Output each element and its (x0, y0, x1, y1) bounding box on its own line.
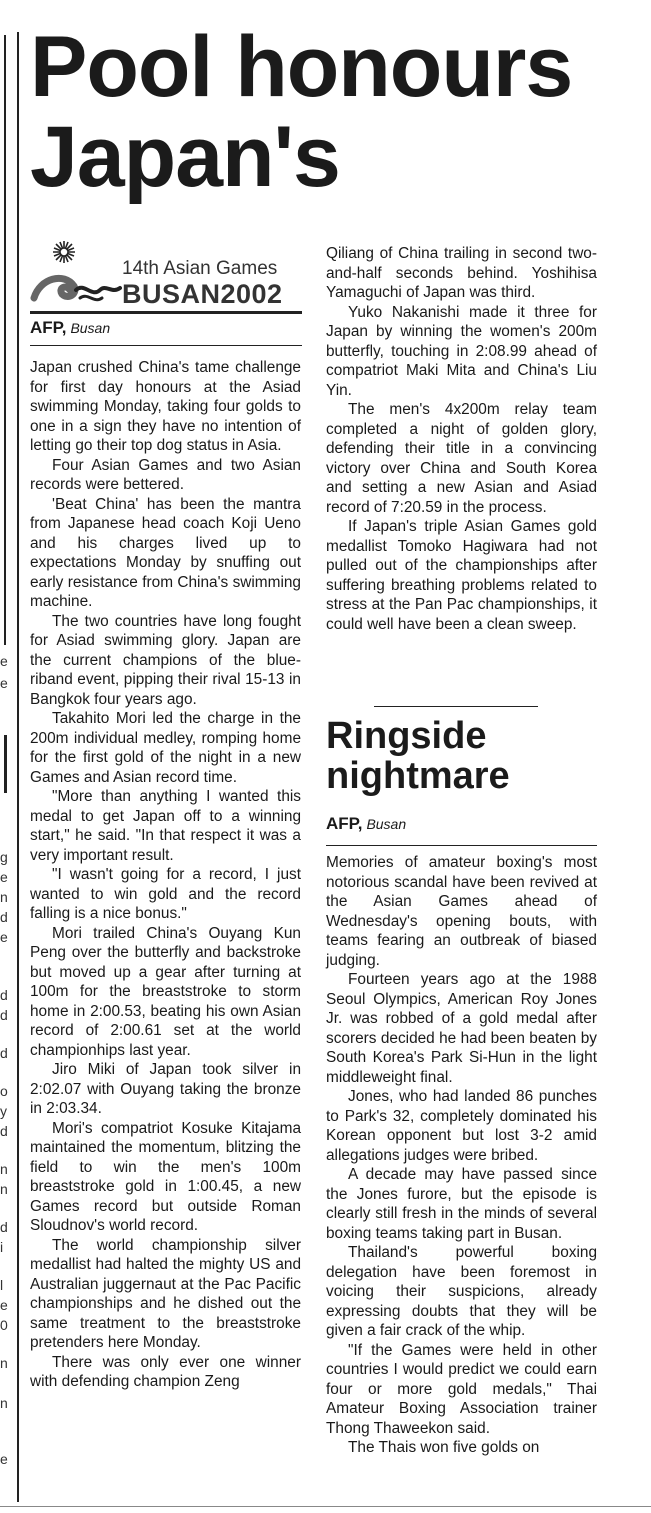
article-body-column-1 (30, 358, 301, 1392)
previous-column-fragment: e (0, 653, 8, 669)
page-bottom-rule (0, 1506, 651, 1507)
previous-column-fragment: n (0, 1161, 8, 1177)
busan-games-emblem-icon (30, 238, 122, 310)
previous-column-fragment: d (0, 909, 8, 925)
previous-column-fragment: d (0, 1007, 8, 1023)
article-paragraph: Memories of amateur boxing's most notorious scandal have been revived at the Asian Games ahead of Wednesday's opening bouts, with teams fearing an outbreak of biased judging. (326, 854, 597, 969)
article-byline (30, 318, 110, 338)
previous-column-fragment: n (0, 889, 8, 905)
previous-column-frame (0, 35, 6, 645)
previous-column-fragment: o (0, 1083, 8, 1099)
article-byline-2 (326, 814, 406, 834)
logo-underline (30, 311, 302, 314)
previous-column-fragment: g (0, 849, 8, 865)
article-paragraph: 'Beat China' has been the mantra from Japanese head coach Koji Ueno and his charges lived up to expectations Monday by snuffing out early resistance from China's swimming machine. (30, 495, 301, 610)
byline-place: Busan (366, 816, 407, 832)
previous-column-fragment: l (0, 1277, 4, 1293)
article-paragraph: If Japan's triple Asian Games gold medallist Tomoko Hagiwara had not pulled out of the championships after suffering breathing problems related to stress at the Pan Pac championships, it could well have been a clean sweep. (326, 518, 597, 633)
asian-games-logo (30, 238, 302, 316)
article-paragraph: Jiro Miki of Japan took silver in 2:02.07 with Ouyang taking the bronze in 2:03.34. (30, 1061, 301, 1117)
article-paragraph: "I wasn't going for a record, I just wanted to win gold and the record falling is a nice bonus." (30, 866, 301, 922)
article-paragraph: The men's 4x200m relay team completed a night of golden glory, defending their title in a convincing victory over China and South Korea and setting a new Asian and Asiad record of 7:20.59 in the process. (326, 401, 597, 516)
previous-column-bar (0, 735, 7, 793)
article-paragraph: Mori trailed China's Ouyang Kun Peng over the butterfly and backstroke but moved up a gear after turning at 100m for the breaststroke to storm home in 2:00.53, beating his own Asian record of 2:00.61 set at the world championhips last year. (30, 924, 301, 1059)
previous-column-fragment: d (0, 987, 8, 1003)
previous-column-fragment: e (0, 869, 8, 885)
article-paragraph: Four Asian Games and two Asian records were bettered. (30, 456, 301, 493)
previous-column-fragment: n (0, 1355, 8, 1371)
byline-agency: AFP, (326, 814, 363, 833)
previous-column-fragment: d (0, 1045, 8, 1061)
byline-rule (30, 345, 302, 346)
byline-agency: AFP, (30, 318, 67, 337)
previous-column-fragment: 0 (0, 1317, 8, 1333)
article-paragraph: "More than anything I wanted this medal to get Japan off to a winning start," he said. "In that respect it was a very important result. (30, 788, 301, 864)
article-paragraph: Mori's compatriot Kosuke Kitajama maintained the momentum, blitzing the field to win the men's 100m breaststroke gold in 1:00.45, a new Games record but outside Roman Sloudnov's world record. (30, 1119, 301, 1234)
article-paragraph: Takahito Mori led the charge in the 200m individual medley, romping home for the first gold of the night in a new Games and Asian record time. (30, 710, 301, 786)
article-paragraph: Yuko Nakanishi made it three for Japan by winning the women's 200m butterfly, touching in 2:08.99 ahead of compatriot Maki Mita and China's Liu Yin. (326, 303, 597, 399)
article-paragraph: "If the Games were held in other countries I would predict we could earn four or more gold medals," Thai Amateur Boxing Association trainer Thong Thaweekon said. (326, 1341, 597, 1437)
article-headline: Pool honours Japan's (30, 19, 573, 205)
article-paragraph: The world championship silver medallist had halted the mighty US and Australian juggernaut at the Pac Pacific championships and he dished out the same treatment to the breaststroke pretenders here Monday. (30, 1236, 301, 1351)
byline-place: Busan (70, 320, 111, 336)
previous-column-fragment: n (0, 1181, 8, 1197)
previous-column-fragment: e (0, 1451, 8, 1467)
article-headline-2: Ringside nightmare (326, 715, 510, 797)
column-divider (17, 32, 19, 1502)
previous-column-fragment: e (0, 1297, 8, 1313)
article-paragraph: Jones, who had landed 86 punches to Park's 32, completely dominated his Korean opponent but lost 3-2 amid allegations judges were bribed. (326, 1088, 597, 1164)
article-paragraph: Qiliang of China trailing in second two-and-half seconds behind. Yoshihisa Yamaguchi of Japan was third. (326, 245, 597, 301)
section-divider (374, 706, 538, 707)
article-paragraph: The two countries have long fought for Asiad swimming glory. Japan are the current champions of the blue-riband event, pipping their rival 15-13 in Bangkok four years ago. (30, 612, 301, 708)
previous-column-fragment: i (0, 1239, 4, 1255)
article-paragraph: Thailand's powerful boxing delegation have been foremost in voicing their suspicions, already expressing doubts that they will be given a fair crack of the whip. (326, 1244, 597, 1339)
article-body-column-2 (326, 244, 597, 634)
previous-column-fragment: e (0, 675, 8, 691)
byline-rule-2 (326, 845, 597, 846)
article-paragraph: There was only ever one winner with defending champion Zeng (30, 1353, 301, 1390)
article-paragraph: Japan crushed China's tame challenge for first day honours at the Asiad swimming Monday, taking four golds to one in a sign they have no intention of letting go their top dog status in Asia. (30, 359, 301, 454)
previous-column-fragment: n (0, 1395, 8, 1411)
previous-column-fragment: y (0, 1103, 7, 1119)
article-2-body (326, 853, 597, 1458)
logo-event-name: 14th Asian Games (122, 258, 278, 279)
article-paragraph: The Thais won five golds on (348, 1439, 540, 1456)
previous-column-fragment: d (0, 1123, 8, 1139)
article-paragraph: Fourteen years ago at the 1988 Seoul Olympics, American Roy Jones Jr. was robbed of a gold medal after scorers decided he had been beaten by South Korea's Park Si-Hun in the light middleweight final. (326, 971, 597, 1086)
logo-event-city: BUSAN2002 (122, 279, 283, 309)
previous-column-fragment: d (0, 1219, 8, 1235)
article-paragraph: A decade may have passed since the Jones furore, but the episode is clearly still fresh in the minds of several boxing teams taking part in Busan. (326, 1166, 597, 1242)
previous-column-fragment: e (0, 929, 8, 945)
